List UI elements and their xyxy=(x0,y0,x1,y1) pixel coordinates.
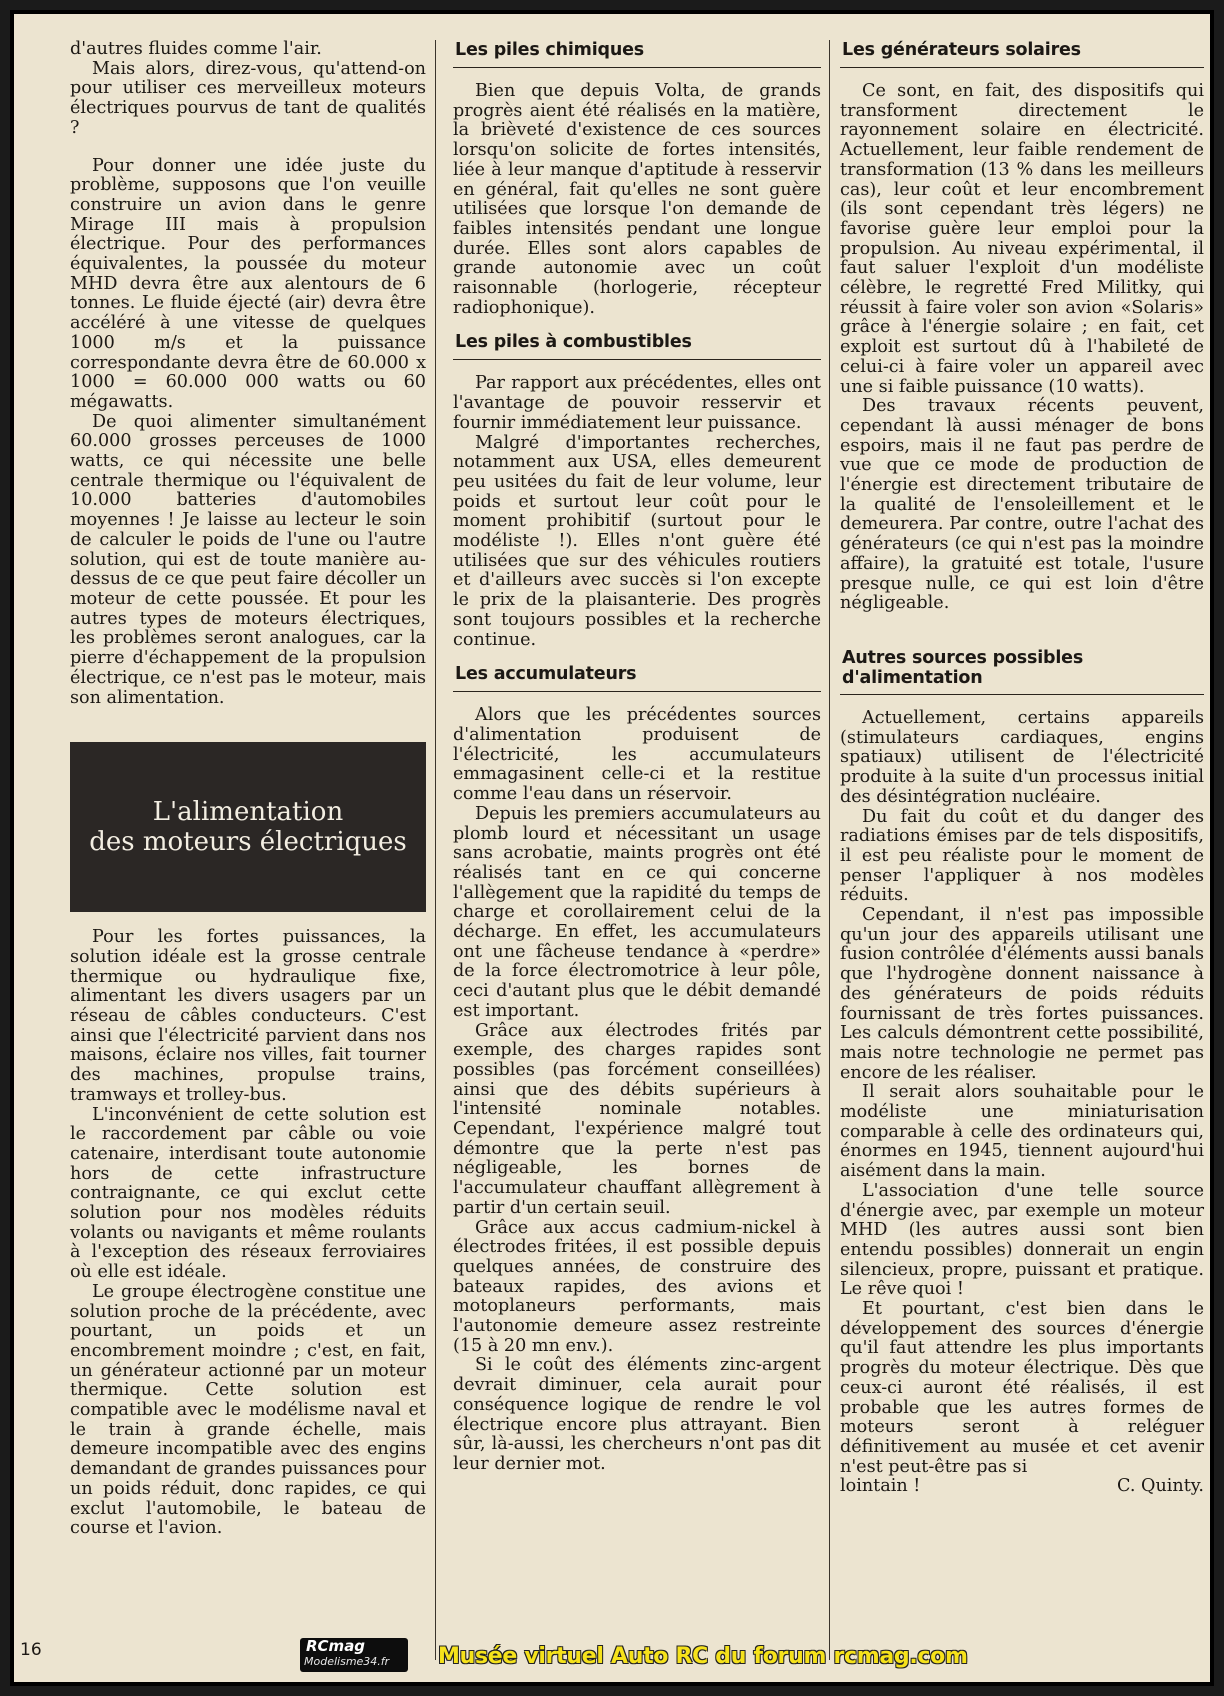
page-number: 16 xyxy=(20,1640,42,1660)
paragraph: d'autres fluides comme l'air. xyxy=(70,39,322,59)
paragraph: Bien que depuis Volta, de grands progrès aient été réalisés en la matière, la brièveté d'existence de ces sources lorsqu'on solicite de fortes intensités, liée à leur manque d'aptitude à resservir en général, fait qu'elles ne sont guère utilisées que lorsque l'on demande de faibles intensités pendant une longue durée. Elles sont alors capables de grande autonomie avec un coût raisonnable (horlogerie, récepteur radiophonique). xyxy=(453,81,821,318)
heading-rule xyxy=(840,694,1204,695)
paragraph: Du fait du coût et du danger des radiations émises par de tels dispositifs, il est peu réaliste pour le moment de penser l'appliquer à nos modèles réduits. xyxy=(840,806,1204,906)
paragraph: Par rapport aux précédentes, elles ont l'avantage de pouvoir resservir et fournir immédiatement leur puissance. xyxy=(453,373,821,433)
logo-subtext: Modelisme34.fr xyxy=(304,1655,390,1668)
paragraph: Ce sont, en fait, des dispositifs qui transforment directement le rayonnement solaire en électricité. Actuellement, leur faible rendement de transformation (13 % dans les meilleurs cas), leur coût et leur encombrement (ils sont cependant très légers) ne favorise guère leur emploi pour la propulsion. Au niveau expérimental, il faut saluer l'exploit d'un modéliste célèbre, le regretté Fred Militky, qui réussit à faire voler son avion «Solaris» grâce à l'énergie solaire ; en fait, cet exploit est surtout dû à l'habileté de celui-ci à faire voler un appareil avec une si faible puissance (10 watts). xyxy=(840,81,1204,397)
section-title xyxy=(89,797,407,857)
column-1 xyxy=(70,40,426,1539)
heading-rule xyxy=(453,67,821,68)
paragraph: Depuis les premiers accumulateurs au plomb lourd et nécessitant un usage sans acrobatie, maints progrès ont été réalisés tant en ce qui concerne l'allègement que la rapidité du temps de charge et corollairement celui de la décharge. En effet, les accumulateurs ont une fâcheuse tendance à «perdre» de la force électromotrice à leur pôle, ceci d'autant plus que le débit demandé est important. xyxy=(453,803,821,1021)
section-heading xyxy=(840,644,1204,694)
section-heading-line-1: Autres sources possibles xyxy=(842,647,1084,668)
museum-banner: Musée virtuel Auto RC du forum rcmag.com xyxy=(438,1644,968,1669)
paragraph: Si le coût des éléments zinc-argent devrait diminuer, cela aurait pour conséquence logique de rendre le vol électrique encore plus attrayant. Bien sûr, là-aussi, les chercheurs n'ont pas dit leur dernier mot. xyxy=(453,1355,821,1474)
paragraph: Il serait alors souhaitable pour le modéliste une miniaturisation comparable à celle des ordinateurs qui, énormes en 1945, tiennent aujourd'hui aisément dans la main. xyxy=(840,1082,1204,1182)
heading-rule xyxy=(453,691,821,692)
section-heading: Les accumulateurs xyxy=(455,664,637,685)
paragraph: Pour les fortes puissances, la solution idéale est la grosse centrale thermique ou hydraulique fixe, alimentant les divers usagers par un réseau de câbles conducteurs. C'est ainsi que l'électricité parvient dans nos maisons, éclaire nos villes, fait tourner des machines, propulse trains, tramways et trolley-bus. xyxy=(70,927,426,1105)
paragraph: Et pourtant, c'est bien dans le développement des sources d'énergie qu'il faut attendre les plus importants progrès du moteur électrique. Dès que ceux-ci auront été réalisés, il est probable que les autres formes de moteurs seront à reléguer définitivement au musée et cet avenir n'est peut-être pas si xyxy=(840,1299,1204,1477)
rcmag-logo xyxy=(300,1638,408,1672)
column-divider xyxy=(829,40,830,1660)
section-title-box xyxy=(70,742,426,912)
column-2 xyxy=(453,40,821,1475)
paragraph: De quoi alimenter simultanément 60.000 grosses perceuses de 1000 watts, ce qui nécessite une belle centrale thermique ou l'équivalent de 10.000 batteries d'automobiles moyennes ! Je laisse au lecteur le soin de calculer le poids de l'une ou l'autre solution, qui est de toute manière au-dessus de ce que peut faire décoller un moteur de cette poussée. Et pour les autres types de moteurs électriques, les problèmes seront analogues, car la pierre d'échappement de la propulsion électrique, ce n'est pas le moteur, mais son alimentation. xyxy=(70,411,426,708)
column-divider xyxy=(435,40,436,1660)
section-heading-line-2: d'alimentation xyxy=(842,667,983,688)
paragraph: Des travaux récents peuvent, cependant là aussi ménager de bons espoirs, mais il ne faut pas perdre de vue que ce mode de production de l'énergie est directement tributaire de la qualité de l'ensoleillement et le demeurera. Par contre, outre l'achat des générateurs (ce qui n'est pas la moindre affaire), la gratuité est totale, l'usure presque nulle, ce qui est loin d'être négligeable. xyxy=(840,396,1204,614)
heading-rule xyxy=(453,359,821,360)
logo-text: RCmag xyxy=(306,1638,366,1655)
paragraph: L'association d'une telle source d'énergie avec, par exemple un moteur MHD (les autres aussi sont bien entendu possibles) donnerait un engin silencieux, propre, puissant et pratique. Le rêve quoi ! xyxy=(840,1180,1204,1300)
author-signature: C. Quinty. xyxy=(1117,1476,1204,1497)
section-title-line-2: des moteurs électriques xyxy=(89,827,407,858)
section-heading: Les générateurs solaires xyxy=(842,40,1081,60)
paragraph: Actuellement, certains appareils (stimulateurs cardiaques, engins spatiaux) utilisent de l'électricité produite à la suite d'un processus initial des désintégration nucléaire. xyxy=(840,707,1204,807)
heading-rule xyxy=(840,67,1204,68)
section-title-line-1: L'alimentation xyxy=(152,797,344,828)
section-heading: Les piles à combustibles xyxy=(455,332,692,353)
paragraph: Malgré d'importantes recherches, notamment aux USA, elles demeurent peu usitées du fait de leur volume, leur poids et surtout leur coût pour le moment prohibitif (surtout pour le modéliste !). Elles n'ont guère été utilisées que sur des véhicules routiers et d'ailleurs avec succès si l'on excepte le prix de la plaisanterie. Des progrès sont toujours possibles et la recherche continue. xyxy=(453,432,821,650)
section-heading: Les piles chimiques xyxy=(455,40,644,60)
magazine-page xyxy=(10,10,1214,1686)
paragraph: Cependant, il n'est pas impossible qu'un jour des appareils utilisant une fusion contrôlée d'éléments aussi banals que l'hydrogène donnent naissance à des générateurs de poids réduits fournissant de très fortes puissances. Les calculs démontrent cette possibilité, mais notre technologie ne permet pas encore de les réaliser. xyxy=(840,905,1204,1083)
paragraph: Mais alors, direz-vous, qu'attend-on pour utiliser ces merveilleux moteurs électriques pourvus de tant de qualités ? xyxy=(70,58,426,138)
column-3 xyxy=(840,40,1204,1497)
paragraph: Grâce aux accus cadmium-nickel à électrodes fritées, il est possible depuis quelques années, de construire des bateaux rapides, des avions et motoplaneurs performants, mais l'autonomie demeure assez restreinte (15 à 20 mn env.). xyxy=(453,1217,821,1356)
signature-line xyxy=(840,1477,1204,1497)
closing-text: lointain ! xyxy=(840,1476,921,1497)
paragraph: Grâce aux électrodes frités par exemple, des charges rapides sont possibles (pas forcément conseillées) ainsi que des débits supérieurs à l'intensité nominale notables. Cependant, l'expérience malgré tout démontre que la perte n'est pas négligeable, les bornes de l'accumulateur chauffant allègrement à partir d'un certain seuil. xyxy=(453,1020,821,1218)
paragraph: Alors que les précédentes sources d'alimentation produisent de l'électricité, les accumulateurs emmagasinent celle-ci et la restitue comme l'eau dans un réservoir. xyxy=(453,705,821,805)
paragraph: Le groupe électrogène constitue une solution proche de la précédente, avec pourtant, un poids et un encombrement moindre ; c'est, en fait, un générateur actionné par un moteur thermique. Cette solution est compatible avec le modélisme naval et le train à grande échelle, mais demeure incompatible avec des engins demandant de grandes puissances pour un poids réduit, donc rapides, ce qui exclut l'automobile, le bateau de course et l'avion. xyxy=(70,1281,426,1539)
paragraph: L'inconvénient de cette solution est le raccordement par câble ou voie catenaire, interdisant toute autonomie hors de cette infrastructure contraignante, ce qui exclut cette solution pour nos modèles réduits volants ou navigants et même roulants à l'exception des réseaux ferroviaires où elle est idéale. xyxy=(70,1104,426,1283)
paragraph: Pour donner une idée juste du problème, supposons que l'on veuille construire un avion dans le genre Mirage III mais à propulsion électrique. Pour des performances équivalentes, la poussée du moteur MHD devra être aux alentours de 6 tonnes. Le fluide éjecté (air) devra être accéléré à une vitesse de quelques 1000 m/s et la puissance correspondante devra être de 60.000 x 1000 = 60.000 000 watts ou 60 mégawatts. xyxy=(70,155,426,412)
